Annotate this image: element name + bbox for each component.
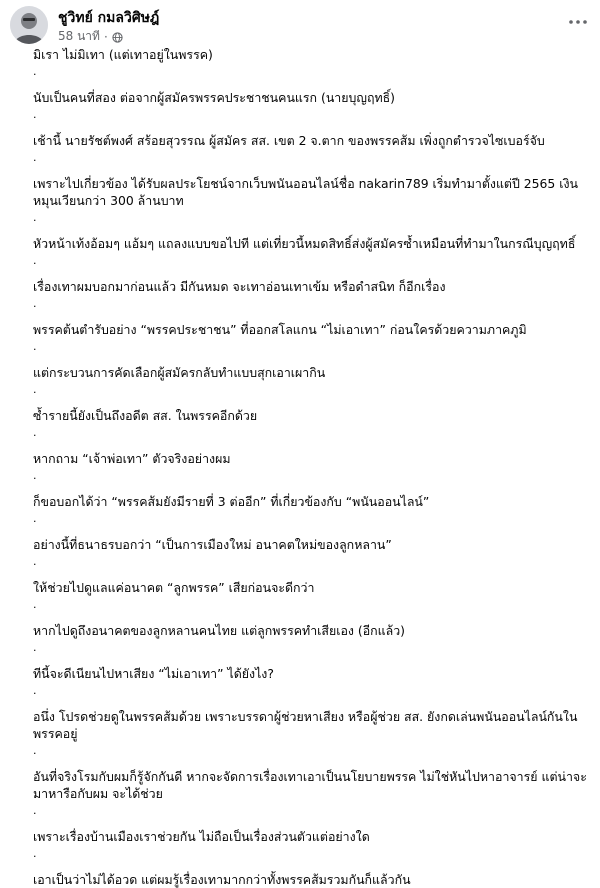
post-paragraph: ให้ช่วยไปดูแลแค่อนาคต “ลูกพรรค” เสียก่อนจะดีกว่า bbox=[33, 580, 315, 595]
post-paragraph: อย่างนี้ที่ธนาธรบอกว่า “เป็นการเมืองใหม่ อนาคตใหม่ของลูกหลาน” bbox=[33, 537, 392, 552]
avatar-image bbox=[10, 6, 48, 44]
paragraph-separator bbox=[33, 802, 593, 828]
post-paragraph: พรรคต้นตำรับอย่าง “พรรคประชาชน” ที่ออกสโลแกน “ไม่เอาเทา” ก่อนใครด้วยความภาคภูมิ bbox=[33, 322, 527, 337]
separator-dot: . bbox=[33, 254, 37, 267]
paragraph-separator bbox=[33, 149, 593, 175]
separator-dot: . bbox=[33, 211, 37, 224]
post-paragraph: เรื่องเทาผมบอกมาก่อนแล้ว มีกันหมด จะเทาอ่อนเทาเข้ม หรือดำสนิท ก็อีกเรื่อง bbox=[33, 279, 446, 294]
post-paragraph: ซ้ำรายนี้ยังเป็นถึงอดีต สส. ในพรรคอีกด้วย bbox=[33, 408, 258, 423]
post-paragraph: มิเรา ไม่มิเทา (แต่เทาอยู่ในพรรค) bbox=[33, 47, 213, 62]
separator-dot: . bbox=[33, 641, 37, 654]
separator-dot: . bbox=[33, 744, 37, 757]
paragraph-separator bbox=[33, 510, 593, 536]
separator-dot: . bbox=[33, 108, 37, 121]
separator-dot: . bbox=[33, 151, 37, 164]
paragraph-separator bbox=[33, 682, 593, 708]
paragraph-separator bbox=[33, 106, 593, 132]
post-paragraph: หากถาม “เจ้าพ่อเทา” ตัวจริงอย่างผม bbox=[33, 451, 231, 466]
more-options-icon[interactable] bbox=[566, 12, 590, 32]
post-paragraph: ก็ขอบอกได้ว่า “พรรคส้มยังมีรายที่ 3 ต่ออีก” ที่เกี่ยวข้องกับ “พนันออนไลน์” bbox=[33, 494, 430, 509]
separator-dot: . bbox=[33, 847, 37, 860]
post-paragraph: อันที่จริงโรมกับผมก็รู้จักกันดี หากจะจัดการเรื่องเทาเอาเป็นนโยบายพรรค ไม่ใช่หันไปหาอาจารย์ แต่น่าจะมาหารือกับผม จะได้ช่วย bbox=[33, 769, 587, 801]
paragraph-separator bbox=[33, 381, 593, 407]
separator-dot: . bbox=[33, 65, 37, 78]
separator-dot: . bbox=[33, 684, 37, 697]
paragraph-separator bbox=[33, 252, 593, 278]
profile-avatar[interactable] bbox=[10, 6, 48, 44]
author-name[interactable]: ชูวิทย์ กมลวิศิษฎ์ bbox=[58, 10, 160, 26]
paragraph-separator bbox=[33, 553, 593, 579]
separator-dot: . bbox=[33, 340, 37, 353]
paragraph-separator bbox=[33, 338, 593, 364]
post-paragraph: เพราะเรื่องบ้านเมืองเราช่วยกัน ไม่ถือเป็นเรื่องส่วนตัวแต่อย่างใด bbox=[33, 829, 370, 844]
post-paragraph: เช้านี้ นายรัชต์พงศ์ สร้อยสุวรรณ ผู้สมัคร สส. เขต 2 จ.ตาก ของพรรคส้ม เพิ่งถูกตำรวจไซเบอร์จับ bbox=[33, 133, 545, 148]
post-meta bbox=[58, 27, 123, 46]
post-paragraph: หัวหน้าเท้งอ้อมๆ แอ้มๆ แถลงแบบขอไปที แต่เที่ยวนี้หมดสิทธิ์ส่งผู้สมัครซ้ำเหมือนที่ทำมาในกรณีบุญฤทธิ์ bbox=[33, 236, 576, 251]
paragraph-separator bbox=[33, 209, 593, 235]
meta-dot: · bbox=[103, 29, 108, 44]
post-paragraph: เอาเป็นว่าไม่ได้อวด แต่ผมรู้เรื่องเทามากกว่าทั้งพรรคส้มรวมกันก็แล้วกัน bbox=[33, 872, 411, 887]
paragraph-separator bbox=[33, 639, 593, 665]
separator-dot: . bbox=[33, 383, 37, 396]
post-time[interactable]: 58 นาที bbox=[58, 29, 100, 43]
paragraph-separator bbox=[33, 295, 593, 321]
separator-dot: . bbox=[33, 297, 37, 310]
globe-icon[interactable] bbox=[112, 32, 123, 43]
separator-dot: . bbox=[33, 512, 37, 525]
separator-dot: . bbox=[33, 469, 37, 482]
separator-dot: . bbox=[33, 555, 37, 568]
paragraph-separator bbox=[33, 467, 593, 493]
post-paragraph: อนึ่ง โปรดช่วยดูในพรรคส้มด้วย เพราะบรรดาผู้ช่วยหาเสียง หรือผู้ช่วย สส. ยังกดเล่นพนันออนไลน์กันในพรรคอยู่ bbox=[33, 709, 578, 741]
paragraph-separator bbox=[33, 63, 593, 89]
paragraph-separator bbox=[33, 596, 593, 622]
paragraph-separator bbox=[33, 742, 593, 768]
separator-dot: . bbox=[33, 804, 37, 817]
post-header bbox=[10, 6, 590, 44]
separator-dot: . bbox=[33, 426, 37, 439]
post-paragraph: เพราะไปเกี่ยวข้อง ได้รับผลประโยชน์จากเว็บพนันออนไลน์ชื่อ nakarin789 เริ่มทำมาตั้งแต่ปี 2565 เงินหมุนเวียนกว่า 300 ล้านบาท bbox=[33, 176, 579, 208]
paragraph-separator bbox=[33, 424, 593, 450]
separator-dot: . bbox=[33, 598, 37, 611]
post-paragraph: ทีนี้จะดีเนียนไปหาเสียง “ไม่เอาเทา” ได้ยังไง? bbox=[33, 666, 274, 681]
post-body bbox=[33, 46, 593, 888]
post-paragraph: นับเป็นคนที่สอง ต่อจากผู้สมัครพรรคประชาชนคนแรก (นายบุญฤทธิ์) bbox=[33, 90, 396, 105]
post-paragraph: แต่กระบวนการคัดเลือกผู้สมัครกลับทำแบบสุกเอาเผากิน bbox=[33, 365, 326, 380]
post-paragraph: หากไปดูถึงอนาคตของลูกหลานคนไทย แต่ลูกพรรคทำเสียเอง (อีกแล้ว) bbox=[33, 623, 406, 638]
